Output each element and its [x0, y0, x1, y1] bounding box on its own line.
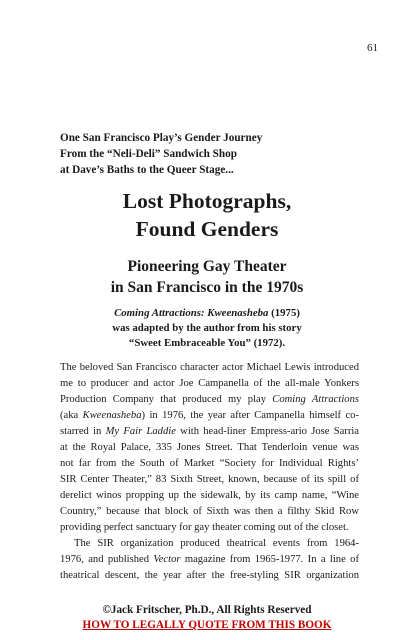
kicker-line: From the “Neli-Deli” Sandwich Shop	[60, 148, 237, 160]
body-text-run: starred in	[60, 426, 106, 437]
body-text-run: ) in 1976, the year after Campanella himself co-	[141, 410, 359, 421]
italic-title: Kweenasheba	[82, 410, 142, 421]
body-text-run: 1976, and published	[60, 554, 154, 565]
body-line	[60, 552, 359, 568]
play-title: Coming Attractions: Kweenasheba	[114, 307, 269, 319]
body-line: The beloved San Francisco character actor Michael Lewis introduced	[60, 362, 359, 373]
copyright-notice: ©Jack Fritscher, Ph.D., All Rights Reserved	[102, 604, 312, 616]
page-number: 61	[367, 42, 378, 54]
kicker-line: at Dave’s Baths to the Queer Stage...	[60, 164, 234, 176]
play-year: (1975)	[268, 307, 300, 319]
kicker-line: One San Francisco Play’s Gender Journey	[60, 132, 263, 144]
source-note-line: was adapted by the author from his story	[112, 322, 302, 334]
source-note	[0, 306, 414, 351]
chapter-subtitle	[0, 256, 414, 298]
kicker	[60, 130, 262, 178]
body-line: not far from the South of Market “Society for Individual Rights’	[60, 458, 359, 469]
body-text-run: Production Company that produced my play	[60, 394, 273, 405]
body-line: Country,” because that block of Sixth was then a filthy Skid Row	[60, 506, 359, 517]
body-line	[60, 424, 359, 440]
body-line: The SIR organization produced theatrical events from 1964-	[74, 538, 359, 549]
body-text-run: with head-liner Empress-ario Jose Sarria	[175, 426, 359, 437]
body-text	[60, 360, 359, 584]
chapter-subtitle-line: Pioneering Gay Theater	[127, 258, 287, 275]
body-text-run: magazine from 1965-1977. In a line of	[180, 554, 359, 565]
source-note-line	[0, 306, 414, 321]
body-line	[60, 392, 359, 408]
body-line: providing perfect sanctuary for gay theater coming out of the closet.	[60, 522, 349, 533]
chapter-title-line: Found Genders	[135, 217, 279, 241]
body-line: me to producer and actor Joe Campanella of the all-male Yonkers	[60, 378, 359, 389]
italic-title: Coming Attractions	[272, 394, 359, 405]
body-line: theatrical descent, the year after the free-styling SIR organization	[60, 570, 359, 581]
body-line	[60, 408, 359, 424]
chapter-title-line: Lost Photographs,	[122, 189, 292, 213]
body-line: SIR Center Theater,” 83 Sixth Street, known, because of its spill of	[60, 474, 359, 485]
chapter-title	[0, 187, 414, 243]
body-text-run: (aka	[60, 410, 83, 421]
body-line: at the Royal Palace, 335 Jones Street. That Tenderloin venue was	[60, 442, 359, 453]
source-note-line: “Sweet Embraceable You” (1972).	[128, 337, 286, 349]
italic-title: Vector	[153, 554, 181, 565]
body-line: derelict winos propping up the sidewalk, by its camp name, “Wine	[60, 490, 359, 501]
italic-title: My Fair Laddie	[105, 426, 176, 437]
legal-quote-link[interactable]: HOW TO LEGALLY QUOTE FROM THIS BOOK	[82, 619, 332, 631]
chapter-subtitle-line: in San Francisco in the 1970s	[110, 279, 304, 296]
